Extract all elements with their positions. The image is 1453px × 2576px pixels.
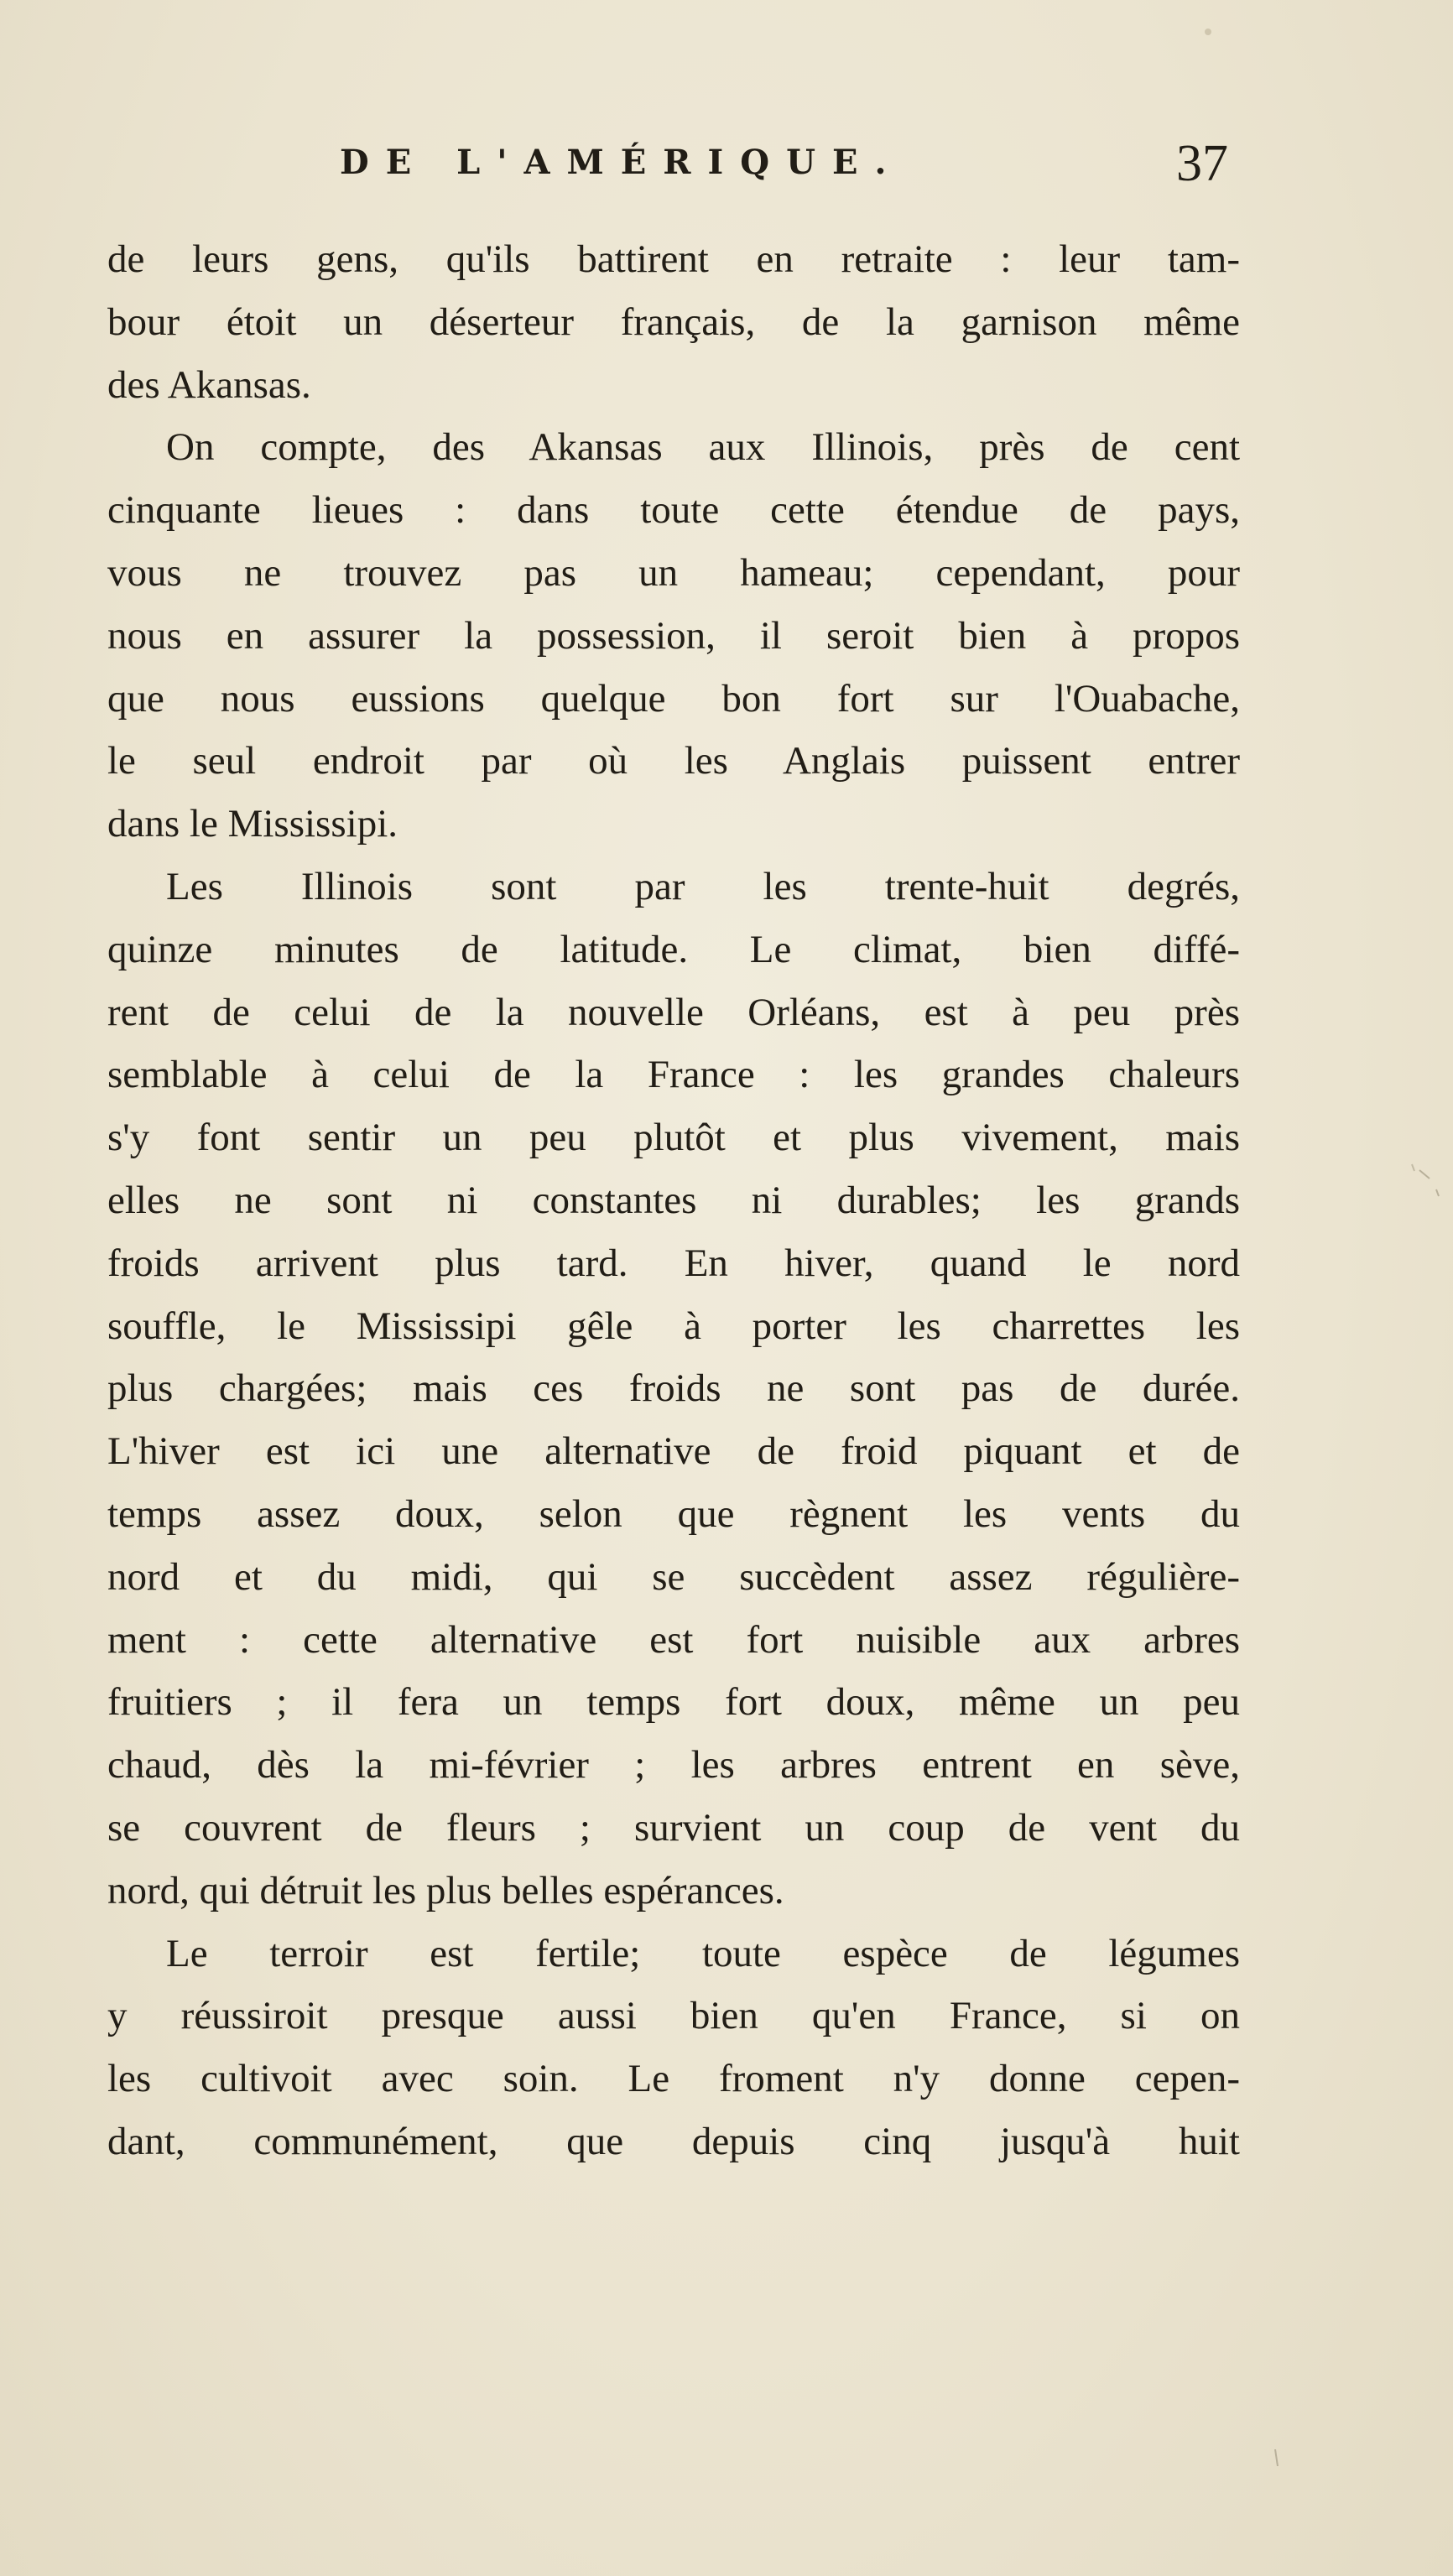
text-line: se couvrent de fleurs ; survient un coup de vent du [107,1805,1240,1850]
text-line: les cultivoit avec soin. Le froment n'y donne cepen- [107,2057,1240,2101]
text-line: plus chargées; mais ces froids ne sont pas de durée. [107,1366,1240,1411]
text-line: nord, qui détruit les plus belles espérances. [107,1868,784,1912]
text-line: nous en assurer la possession, il seroit bien à propos [107,613,1240,658]
text-line: dans le Mississipi. [107,802,398,846]
text-line: cinquante lieues : dans toute cette étendue de pays, [107,488,1240,533]
text-line: quinze minutes de latitude. Le climat, bien diffé- [107,927,1240,971]
text-line: fruitiers ; il fera un temps fort doux, même un peu [107,1680,1240,1725]
body-text [107,228,1240,2173]
text-line: elles ne sont ni constantes ni durables; les grands [107,1178,1240,1222]
text-line: s'y font sentir un peu plutôt et plus vivement, mais [107,1116,1240,1160]
text-line: chaud, dès la mi-février ; les arbres entrent en sève, [107,1743,1240,1788]
running-head [0,126,1453,193]
text-line: de leurs gens, qu'ils battirent en retraite : leur tam- [107,237,1240,281]
text-line: rent de celui de la nouvelle Orléans, est à peu près [107,990,1240,1034]
text-line: temps assez doux, selon que règnent les vents du [107,1491,1240,1536]
text-line: froids arrivent plus tard. En hiver, quand le nord [107,1241,1240,1285]
running-title: DE L'AMÉRIQUE. [340,143,904,182]
text-line: nord et du midi, qui se succèdent assez régulière- [107,1554,1240,1599]
text-line: ment : cette alternative est fort nuisible aux arbres [107,1617,1240,1662]
page-number: 37 [1176,135,1228,192]
text-line: L'hiver est ici une alternative de froid piquant et de [107,1429,1240,1474]
text-line: y réussiroit presque aussi bien qu'en France, si on [107,1994,1240,2038]
text-line: Le terroir est fertile; toute espèce de légumes [166,1931,1240,1975]
text-line: semblable à celui de la France : les grandes chaleurs [107,1053,1240,1097]
text-line: dant, communément, que depuis cinq jusqu'à huit [107,2119,1240,2163]
text-line: bour étoit un déserteur français, de la garnison même [107,299,1240,344]
text-line: le seul endroit par où les Anglais puissent entrer [107,739,1240,783]
text-line: On compte, des Akansas aux Illinois, près de cent [166,425,1240,470]
text-line: Les Illinois sont par les trente-huit degrés, [166,864,1240,908]
text-line: souffle, le Mississipi gêle à porter les charrettes les [107,1304,1240,1348]
text-line: vous ne trouvez pas un hameau; cependant, pour [107,550,1240,595]
text-line: que nous eussions quelque bon fort sur l'Ouabache, [107,676,1240,721]
text-line: des Akansas. [107,362,311,407]
